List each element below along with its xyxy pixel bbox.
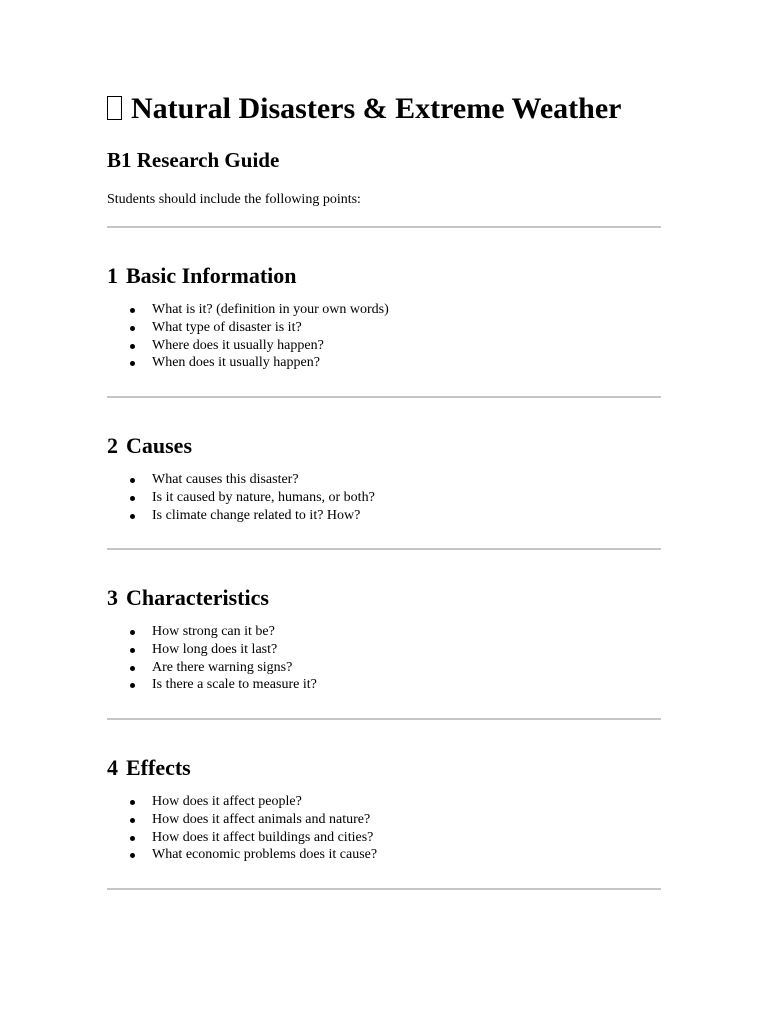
list-item: How does it affect buildings and cities?: [152, 829, 661, 847]
list-item: Are there warning signs?: [152, 659, 661, 677]
section-number: 3: [107, 585, 118, 610]
section-heading: [107, 431, 661, 461]
section-causes: [107, 431, 661, 524]
section-title: Causes: [126, 433, 193, 458]
section-effects: [107, 753, 661, 864]
section-heading: [107, 583, 661, 613]
list-item: What causes this disaster?: [152, 471, 661, 489]
list-item: How long does it last?: [152, 641, 661, 659]
section-basic-information: [107, 261, 661, 372]
section-number: 1: [107, 263, 118, 288]
section-title: Basic Information: [126, 263, 297, 288]
missing-glyph-icon: [107, 96, 122, 120]
document-title-text: Natural Disasters & Extreme Weather: [131, 92, 622, 125]
list-item: What is it? (definition in your own words): [152, 301, 661, 319]
bullet-list: [107, 301, 661, 372]
list-item: How strong can it be?: [152, 623, 661, 641]
list-item: How does it affect people?: [152, 793, 661, 811]
section-heading: [107, 261, 661, 291]
list-item: Is it caused by nature, humans, or both?: [152, 489, 661, 507]
divider: [107, 226, 661, 228]
section-heading: [107, 753, 661, 783]
list-item: What economic problems does it cause?: [152, 846, 661, 864]
section-title: Characteristics: [126, 585, 269, 610]
bullet-list: [107, 793, 661, 864]
divider: [107, 396, 661, 398]
section-number: 4: [107, 755, 118, 780]
divider: [107, 888, 661, 890]
document-title: [107, 90, 621, 128]
list-item: Is there a scale to measure it?: [152, 676, 661, 694]
list-item: Where does it usually happen?: [152, 337, 661, 355]
list-item: What type of disaster is it?: [152, 319, 661, 337]
intro-text: Students should include the following points:: [107, 192, 361, 207]
list-item: When does it usually happen?: [152, 354, 661, 372]
section-number: 2: [107, 433, 118, 458]
document-subtitle: B1 Research Guide: [107, 148, 280, 172]
bullet-list: [107, 623, 661, 694]
section-title: Effects: [126, 755, 191, 780]
divider: [107, 548, 661, 550]
divider: [107, 718, 661, 720]
list-item: How does it affect animals and nature?: [152, 811, 661, 829]
bullet-list: [107, 471, 661, 524]
list-item: Is climate change related to it? How?: [152, 507, 661, 525]
section-characteristics: [107, 583, 661, 694]
